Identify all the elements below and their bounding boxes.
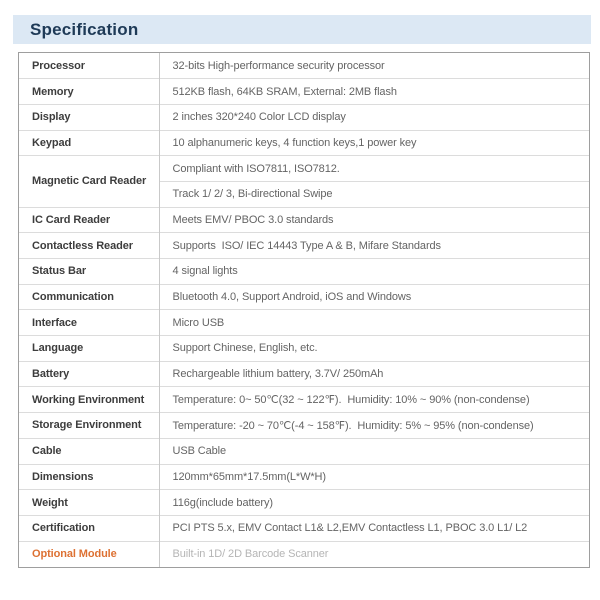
spec-value: 116g(include battery) bbox=[159, 490, 589, 516]
spec-value: 4 signal lights bbox=[159, 259, 589, 285]
spec-label: Storage Environment bbox=[19, 413, 159, 439]
spec-row-processor bbox=[19, 53, 589, 79]
spec-label: Dimensions bbox=[19, 464, 159, 490]
spec-row-display bbox=[19, 104, 589, 130]
specification-table-container bbox=[18, 52, 590, 568]
spec-row-interface bbox=[19, 310, 589, 336]
spec-label: Language bbox=[19, 336, 159, 362]
spec-value: 2 inches 320*240 Color LCD display bbox=[159, 104, 589, 130]
spec-value: Rechargeable lithium battery, 3.7V/ 250mAh bbox=[159, 361, 589, 387]
spec-row-memory bbox=[19, 79, 589, 105]
spec-value: 512KB flash, 64KB SRAM, External: 2MB flash bbox=[159, 79, 589, 105]
spec-row-ic-card-reader bbox=[19, 207, 589, 233]
spec-label: Communication bbox=[19, 284, 159, 310]
spec-value: 10 alphanumeric keys, 4 function keys,1 power key bbox=[159, 130, 589, 156]
spec-value: Support Chinese, English, etc. bbox=[159, 336, 589, 362]
spec-row-weight bbox=[19, 490, 589, 516]
spec-label: Status Bar bbox=[19, 259, 159, 285]
spec-value: Micro USB bbox=[159, 310, 589, 336]
spec-label: Working Environment bbox=[19, 387, 159, 413]
spec-label: Display bbox=[19, 104, 159, 130]
spec-row-communication bbox=[19, 284, 589, 310]
spec-row-certification bbox=[19, 515, 589, 541]
spec-value: Compliant with ISO7811, ISO7812. bbox=[159, 156, 589, 182]
spec-value: Meets EMV/ PBOC 3.0 standards bbox=[159, 207, 589, 233]
spec-label: Weight bbox=[19, 490, 159, 516]
spec-row-contactless-reader bbox=[19, 233, 589, 259]
specification-table bbox=[19, 53, 589, 567]
spec-label: Optional Module bbox=[19, 541, 159, 567]
spec-value: PCI PTS 5.x, EMV Contact L1& L2,EMV Contactless L1, PBOC 3.0 L1/ L2 bbox=[159, 515, 589, 541]
spec-value: Temperature: -20 ~ 70℃(-4 ~ 158℉). Humidity: 5% ~ 95% (non-condense) bbox=[159, 413, 589, 439]
spec-label: Interface bbox=[19, 310, 159, 336]
spec-label: Contactless Reader bbox=[19, 233, 159, 259]
spec-row-optional-module bbox=[19, 541, 589, 567]
spec-label: Battery bbox=[19, 361, 159, 387]
spec-value: Built-in 1D/ 2D Barcode Scanner bbox=[159, 541, 589, 567]
spec-row-magnetic-card-reader bbox=[19, 156, 589, 182]
spec-row-status-bar bbox=[19, 259, 589, 285]
spec-row-keypad bbox=[19, 130, 589, 156]
spec-row-storage-environment bbox=[19, 413, 589, 439]
spec-row-dimensions bbox=[19, 464, 589, 490]
spec-label: IC Card Reader bbox=[19, 207, 159, 233]
page-title: Specification bbox=[30, 19, 139, 39]
section-header-bar bbox=[13, 15, 591, 44]
spec-label: Cable bbox=[19, 438, 159, 464]
spec-label: Magnetic Card Reader bbox=[19, 156, 159, 207]
spec-row-language bbox=[19, 336, 589, 362]
spec-value: Supports ISO/ IEC 14443 Type A & B, Mifare Standards bbox=[159, 233, 589, 259]
spec-label: Processor bbox=[19, 53, 159, 79]
spec-label: Memory bbox=[19, 79, 159, 105]
spec-label: Certification bbox=[19, 515, 159, 541]
spec-label: Keypad bbox=[19, 130, 159, 156]
spec-value: USB Cable bbox=[159, 438, 589, 464]
spec-value: Temperature: 0~ 50℃(32 ~ 122℉). Humidity: 10% ~ 90% (non-condense) bbox=[159, 387, 589, 413]
spec-row-cable bbox=[19, 438, 589, 464]
spec-row-battery bbox=[19, 361, 589, 387]
spec-value: 120mm*65mm*17.5mm(L*W*H) bbox=[159, 464, 589, 490]
spec-value: Track 1/ 2/ 3, Bi-directional Swipe bbox=[159, 181, 589, 207]
spec-value: Bluetooth 4.0, Support Android, iOS and Windows bbox=[159, 284, 589, 310]
spec-value: 32-bits High-performance security processor bbox=[172, 59, 385, 72]
spec-row-working-environment bbox=[19, 387, 589, 413]
